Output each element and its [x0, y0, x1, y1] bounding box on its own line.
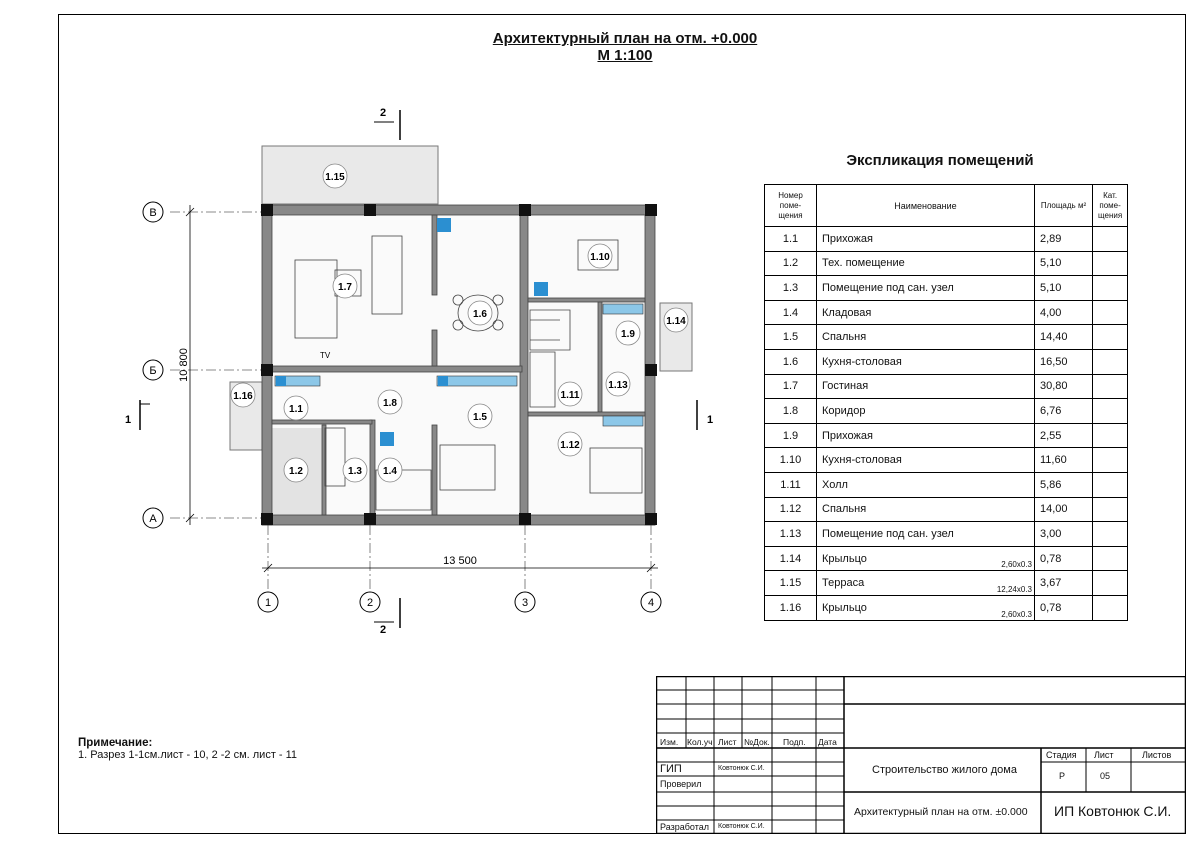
room-number: 1.12 — [765, 497, 817, 522]
floor-plan — [110, 100, 730, 640]
note-text: 1. Разрез 1-1см.лист - 10, 2 -2 см. лист - 11 — [78, 749, 298, 761]
table-row — [765, 448, 1128, 473]
room-label-1-12: 1.12 — [560, 440, 580, 451]
room-number: 1.2 — [765, 251, 817, 276]
room-category — [1093, 251, 1128, 276]
table-row — [765, 227, 1128, 252]
stamp-list: Лист — [718, 737, 737, 747]
room-number: 1.16 — [765, 595, 817, 620]
section-label-2-top: 2 — [380, 107, 387, 119]
room-dimension: 2,60x0.3 — [1001, 560, 1032, 570]
title-block-text — [656, 676, 1186, 834]
room-name: Помещение под сан. узел — [822, 527, 954, 540]
room-category — [1093, 497, 1128, 522]
axis-label-3: 3 — [521, 597, 529, 609]
room-name-cell — [817, 472, 1035, 497]
axis-label-a: А — [149, 513, 157, 525]
room-name-cell — [817, 571, 1035, 596]
axis-label-2: 2 — [366, 597, 374, 609]
room-name-cell — [817, 276, 1035, 301]
room-name: Холл — [822, 478, 848, 491]
room-name-cell — [817, 546, 1035, 571]
room-name: Терраса — [822, 577, 865, 590]
stamp-ndok: №Док. — [744, 737, 770, 747]
stamp-podp: Подп. — [783, 737, 806, 747]
table-row — [765, 300, 1128, 325]
room-label-1-14: 1.14 — [666, 316, 686, 327]
room-number: 1.5 — [765, 325, 817, 350]
room-name-cell — [817, 399, 1035, 424]
dimension-height: 10 800 — [178, 348, 190, 382]
room-category — [1093, 595, 1128, 620]
room-number: 1.4 — [765, 300, 817, 325]
table-row — [765, 571, 1128, 596]
room-name: Спальня — [822, 331, 867, 344]
room-name: Кухня-столовая — [822, 355, 902, 368]
room-label-1-1: 1.1 — [289, 404, 303, 415]
room-number: 1.14 — [765, 546, 817, 571]
room-area: 3,00 — [1035, 522, 1093, 547]
table-row — [765, 251, 1128, 276]
room-area: 11,60 — [1035, 448, 1093, 473]
room-area: 14,40 — [1035, 325, 1093, 350]
room-area: 14,00 — [1035, 497, 1093, 522]
room-category — [1093, 374, 1128, 399]
room-name-cell — [817, 423, 1035, 448]
stamp-izm: Изм. — [660, 737, 679, 747]
section-label-1-left: 1 — [125, 414, 132, 426]
room-category — [1093, 571, 1128, 596]
room-category — [1093, 300, 1128, 325]
room-name-cell — [817, 227, 1035, 252]
room-name: Прихожая — [822, 429, 873, 442]
room-name-cell — [817, 251, 1035, 276]
room-name: Коридор — [822, 404, 866, 417]
room-label-1-3: 1.3 — [348, 466, 362, 477]
room-label-1-4: 1.4 — [383, 466, 397, 477]
header-room-name: Наименование — [817, 185, 1035, 227]
header-area: Площадь м² — [1035, 185, 1093, 227]
header-category: Кат. поме- щения — [1093, 185, 1128, 227]
room-number: 1.7 — [765, 374, 817, 399]
room-name-cell — [817, 325, 1035, 350]
room-category — [1093, 399, 1128, 424]
room-label-1-6: 1.6 — [473, 309, 487, 320]
stamp-data: Дата — [818, 737, 837, 747]
room-label-1-8: 1.8 — [383, 398, 397, 409]
stamp-project: Строительство жилого дома — [872, 764, 1017, 776]
header-room-number: Номер поме- щения — [765, 185, 817, 227]
table-row — [765, 423, 1128, 448]
axis-label-b: Б — [149, 365, 157, 377]
table-row — [765, 399, 1128, 424]
room-number: 1.1 — [765, 227, 817, 252]
room-number: 1.6 — [765, 349, 817, 374]
table-row — [765, 374, 1128, 399]
room-label-1-7: 1.7 — [338, 282, 352, 293]
stamp-kol: Кол.уч — [687, 737, 713, 747]
room-number: 1.8 — [765, 399, 817, 424]
stamp-proveril: Проверил — [660, 779, 702, 789]
room-name: Кухня-столовая — [822, 454, 902, 467]
room-category — [1093, 349, 1128, 374]
room-label-1-5: 1.5 — [473, 412, 487, 423]
stamp-company: ИП Ковтонюк С.И. — [1054, 803, 1172, 819]
tv-label: TV — [320, 351, 331, 360]
room-number: 1.3 — [765, 276, 817, 301]
room-category — [1093, 448, 1128, 473]
stamp-listov-label: Листов — [1142, 750, 1172, 760]
axis-label-v: В — [149, 207, 157, 219]
room-number: 1.11 — [765, 472, 817, 497]
room-number: 1.13 — [765, 522, 817, 547]
table-row — [765, 472, 1128, 497]
stamp-stadia-label: Стадия — [1046, 750, 1077, 760]
room-label-1-2: 1.2 — [289, 466, 303, 477]
room-name-cell — [817, 595, 1035, 620]
room-category — [1093, 325, 1128, 350]
title-line-1: Архитектурный план на отм. +0.000 — [492, 30, 758, 47]
room-category — [1093, 276, 1128, 301]
note-heading: Примечание: — [78, 737, 153, 749]
table-row — [765, 522, 1128, 547]
stamp-gip-name: Ковтонюк С.И. — [718, 765, 765, 772]
table-row — [765, 595, 1128, 620]
explication-title: Экспликация помещений — [846, 152, 1034, 169]
room-area: 5,10 — [1035, 251, 1093, 276]
room-area: 6,76 — [1035, 399, 1093, 424]
room-category — [1093, 522, 1128, 547]
room-name-cell — [817, 448, 1035, 473]
room-name: Крыльцо — [822, 552, 867, 565]
room-area: 16,50 — [1035, 349, 1093, 374]
drawing-title — [430, 30, 820, 64]
room-name-cell — [817, 497, 1035, 522]
room-name: Прихожая — [822, 232, 873, 245]
room-number: 1.9 — [765, 423, 817, 448]
room-name-cell — [817, 300, 1035, 325]
room-category — [1093, 227, 1128, 252]
explication-header-row — [765, 185, 1128, 227]
room-name: Помещение под сан. узел — [822, 281, 954, 294]
room-name: Тех. помещение — [822, 257, 905, 270]
table-row — [765, 325, 1128, 350]
room-area: 5,86 — [1035, 472, 1093, 497]
section-label-2-bottom: 2 — [380, 624, 387, 636]
stamp-gip: ГИП — [660, 763, 682, 775]
room-label-1-13: 1.13 — [608, 380, 628, 391]
room-name-cell — [817, 522, 1035, 547]
room-name: Гостиная — [822, 380, 869, 393]
room-area: 0,78 — [1035, 546, 1093, 571]
table-row — [765, 497, 1128, 522]
room-number: 1.10 — [765, 448, 817, 473]
section-label-1-right: 1 — [707, 414, 714, 426]
room-area: 5,10 — [1035, 276, 1093, 301]
room-name-cell — [817, 349, 1035, 374]
room-label-1-9: 1.9 — [621, 329, 635, 340]
room-number: 1.15 — [765, 571, 817, 596]
table-row — [765, 546, 1128, 571]
table-row — [765, 349, 1128, 374]
axis-label-4: 4 — [647, 597, 655, 609]
room-label-1-10: 1.10 — [590, 252, 610, 263]
stamp-list-label: Лист — [1094, 750, 1114, 760]
stamp-stadia: Р — [1059, 771, 1066, 781]
stamp-razrab: Разработал — [660, 822, 709, 832]
title-line-2: М 1:100 — [597, 47, 653, 64]
note — [78, 737, 297, 761]
room-name: Крыльцо — [822, 601, 867, 614]
stamp-list-no: 05 — [1100, 771, 1111, 781]
room-area: 30,80 — [1035, 374, 1093, 399]
dimension-width: 13 500 — [443, 555, 477, 567]
explication-table — [764, 184, 1128, 621]
room-category — [1093, 472, 1128, 497]
room-area: 3,67 — [1035, 571, 1093, 596]
room-area: 2,89 — [1035, 227, 1093, 252]
axis-label-1: 1 — [264, 597, 272, 609]
room-name: Кладовая — [822, 306, 872, 319]
table-row — [765, 276, 1128, 301]
room-label-1-15: 1.15 — [325, 172, 345, 183]
room-label-1-11: 1.11 — [560, 390, 580, 401]
room-area: 4,00 — [1035, 300, 1093, 325]
stamp-sheet-title: Архитектурный план на отм. ±0.000 — [854, 806, 1028, 818]
room-area: 0,78 — [1035, 595, 1093, 620]
room-category — [1093, 423, 1128, 448]
room-area: 2,55 — [1035, 423, 1093, 448]
room-category — [1093, 546, 1128, 571]
room-dimension: 12,24x0.3 — [996, 584, 1032, 594]
room-name: Спальня — [822, 503, 867, 516]
room-label-1-16: 1.16 — [233, 391, 253, 402]
stamp-razrab-name: Ковтонюк С.И. — [718, 823, 765, 830]
room-name-cell — [817, 374, 1035, 399]
room-dimension: 2,60x0.3 — [1001, 609, 1032, 619]
